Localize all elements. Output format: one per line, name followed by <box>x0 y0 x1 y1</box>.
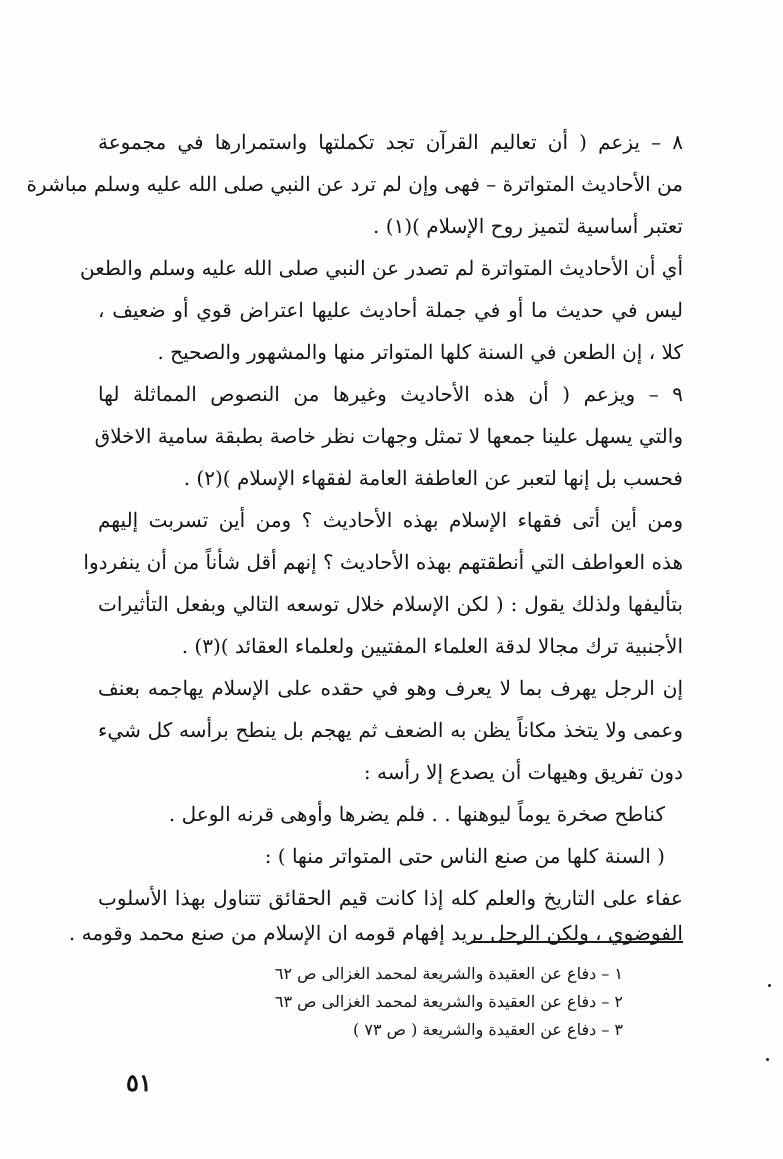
footnote: ٣ – دفاع عن العقيدة والشريعة ( ص ٧٣ ) <box>353 1020 623 1039</box>
text-line: ٩ – ويزعم ( أن هذه الأحاديث وغيرها من النصوص المماثلة لها <box>98 382 683 406</box>
footnote: ١ – دفاع عن العقيدة والشريعة لمحمد الغزالى ص ٦٢ <box>274 964 623 983</box>
text-line: فحسب بل إنها لتعبر عن العاطفة العامة لفقهاء الإسلام )(٢) . <box>183 466 683 490</box>
text-line: من الأحاديث المتواترة – فهى وإن لم ترد عن النبي صلى الله عليه وسلم مباشرة <box>26 172 683 196</box>
text-line: الفوضوي ، ولكن الرجل يريد إفهام قومه ان الإسلام من صنع محمد وقومه . <box>68 921 683 945</box>
page-number: ٥١ <box>126 1068 152 1097</box>
text-line: ٨ – يزعم ( أن تعاليم القرآن تجد تكملتها واستمرارها في مجموعة <box>98 130 683 154</box>
scan-speck <box>768 984 771 987</box>
scan-speck <box>766 1058 769 1061</box>
text-line: بتأليفها ولذلك يقول : ( لكن الإسلام خلال توسعه التالي وبفعل التأثيرات <box>98 592 683 616</box>
text-line: وعمى ولا يتخذ مكاناً يظن به الضعف ثم يهجم بل ينطح برأسه كل شيء <box>98 718 683 742</box>
text-line: ليس في حديث ما أو في جملة أحاديث عليها اعتراض قوي أو ضعيف ، <box>98 298 683 322</box>
footnote: ٢ – دفاع عن العقيدة والشريعة لمحمد الغزالى ص ٦٣ <box>274 992 623 1011</box>
verse-line: كناطح صخرة يوماً ليوهنها . . فلم يضرها وأوهى قرنه الوعل . <box>168 802 665 826</box>
text-line: أي أن الأحاديث المتواترة لم تصدر عن النبي صلى الله عليه وسلم والطعن <box>79 256 683 280</box>
text-line: عفاء على التاريخ والعلم كله إذا كانت قيم الحقائق تتناول بهذا الأسلوب <box>98 886 683 910</box>
text-line: إن الرجل يهرف بما لا يعرف وهو في حقده على الإسلام يهاجمه بعنف <box>98 676 683 700</box>
text-line: ( السنة كلها من صنع الناس حتى المتواتر منها ) : <box>264 844 665 868</box>
text-line: كلا ، إن الطعن في السنة كلها المتواتر منها والمشهور والصحيح . <box>157 340 683 364</box>
footnote-divider <box>471 941 683 943</box>
text-line: الأجنبية ترك مجالا لدقة العلماء المفتيين ولعلماء العقائد )(٣) . <box>181 634 683 658</box>
text-line: تعتبر أساسية لتميز روح الإسلام )(١) . <box>373 214 683 238</box>
text-line: هذه العواطف التي أنطقتهم بهذه الأحاديث ؟ إنهم أقل شأناً من أن ينفردوا <box>83 550 683 574</box>
text-line: والتي يسهل علينا جمعها لا تمثل وجهات نظر خاصة بطبقة سامية الاخلاق <box>94 424 683 448</box>
text-line: دون تفريق وهيهات أن يصدع إلا رأسه : <box>363 760 683 784</box>
text-line: ومن أين أتى فقهاء الإسلام بهذه الأحاديث ؟ ومن أين تسربت إليهم <box>98 508 683 532</box>
